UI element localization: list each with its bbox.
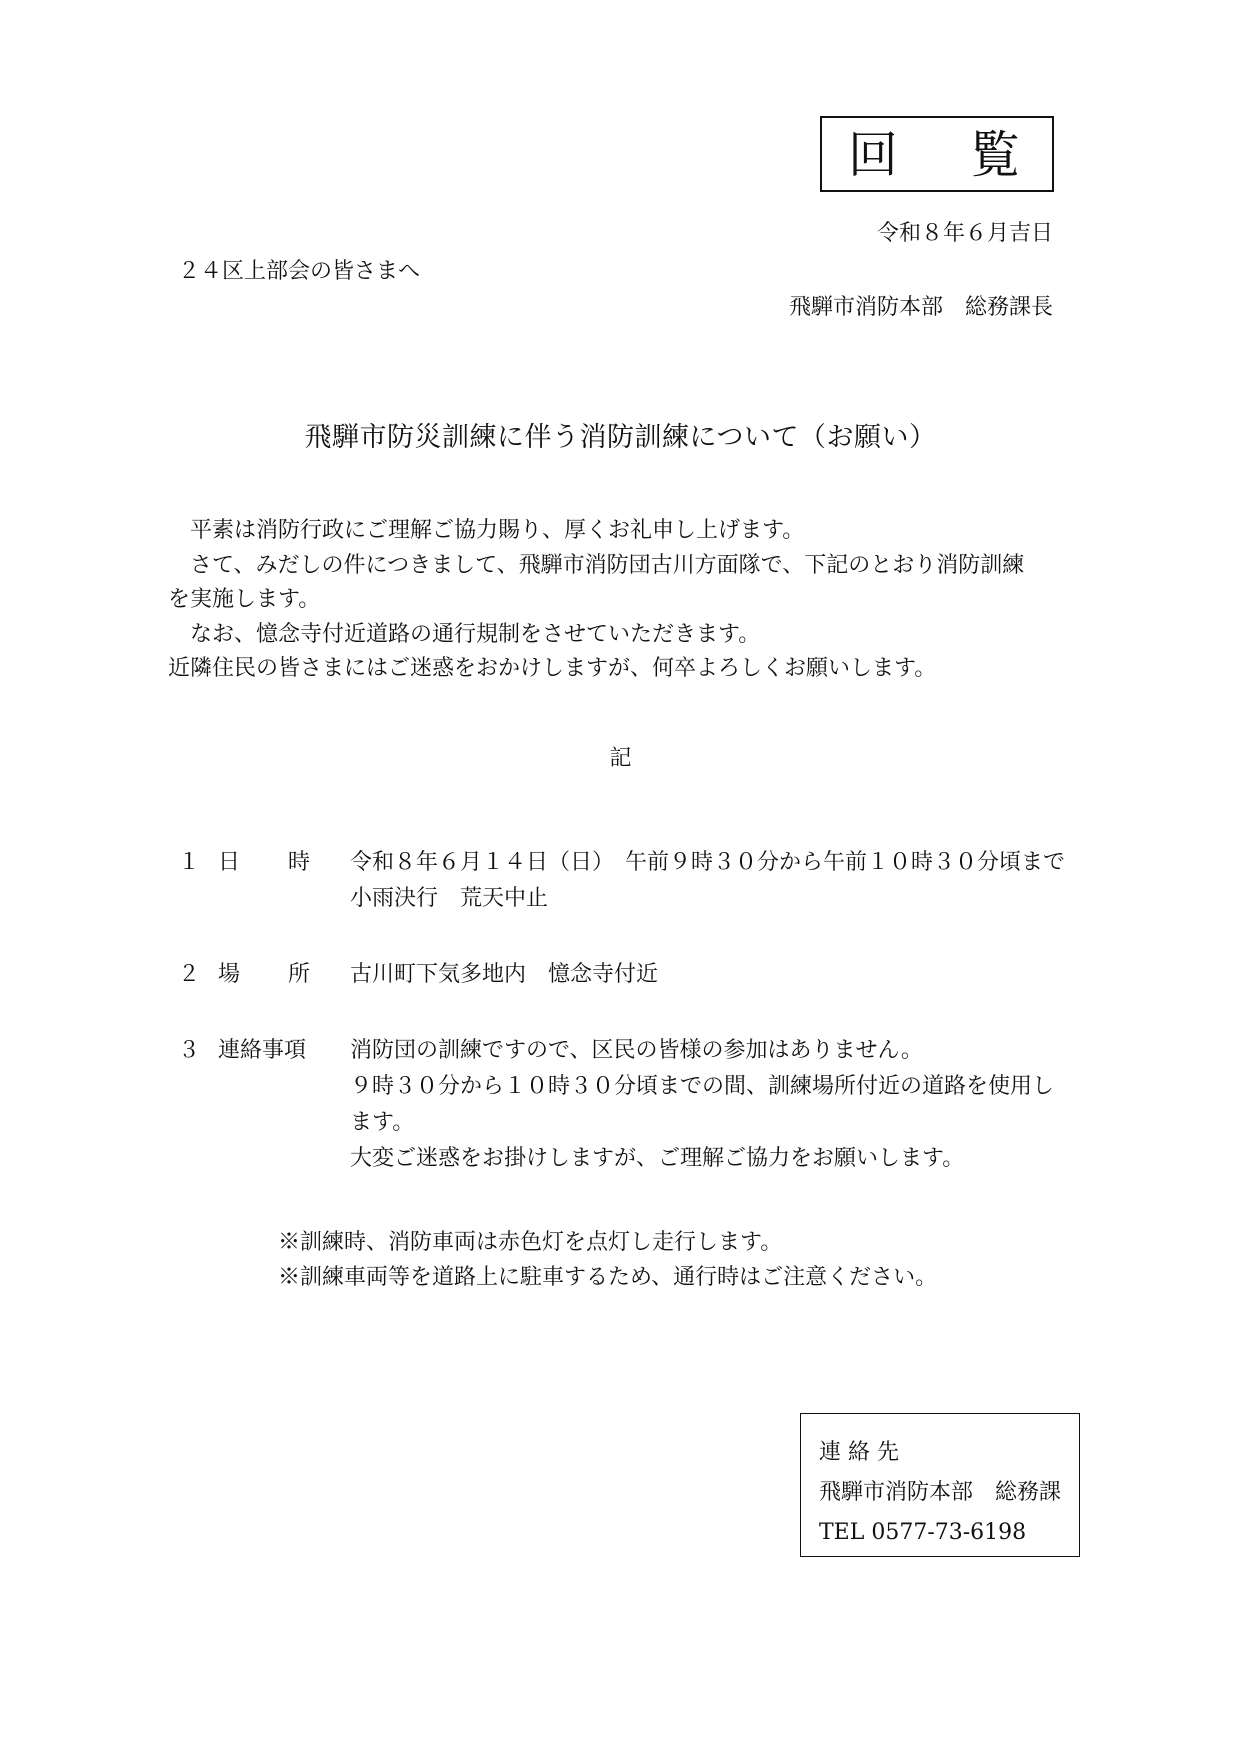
item-number: １ xyxy=(178,850,201,875)
item-label xyxy=(218,848,310,878)
contact-heading: 連 絡 先 xyxy=(819,1440,899,1465)
addressee: ２４区上部会の皆さまへ xyxy=(178,259,421,284)
item-label xyxy=(218,960,310,990)
ki-marker: 記 xyxy=(609,746,632,771)
body-line: 平素は消防行政にご理解ご協力賜り、厚くお礼申し上げます。 xyxy=(190,518,805,543)
body-line: を実施します。 xyxy=(168,587,321,613)
item-label: 連絡事項 xyxy=(218,1038,307,1063)
item-number: ２ xyxy=(178,962,201,987)
issue-date: 令和８年６月吉日 xyxy=(876,221,1053,246)
body-line: さて、みだしの件につきまして、飛騨市消防団古川方面隊で、下記のとおり消防訓練 xyxy=(190,552,1025,578)
item-label-char: 所 xyxy=(288,962,311,987)
circulation-stamp-box xyxy=(820,116,1054,192)
circulation-char-2: 覧 xyxy=(970,126,1020,184)
body-line: なお、憶念寺付近道路の通行規制をさせていただきます。 xyxy=(190,621,761,647)
item-line: ９時３０分から１０時３０分頃までの間、訓練場所付近の道路を使用し xyxy=(350,1074,1055,1099)
body-line: 近隣住民の皆さまにはご迷惑をおかけしますが、何卒よろしくお願いします。 xyxy=(168,656,937,682)
contact-department: 飛騨市消防本部 総務課 xyxy=(819,1480,1062,1505)
notes xyxy=(278,1225,937,1295)
contact-box xyxy=(800,1413,1080,1557)
item-line: 令和８年６月１４日（日） 午前９時３０分から午前１０時３０分頃まで xyxy=(350,850,1066,875)
item-line: 古川町下気多地内 憶念寺付近 xyxy=(350,962,659,987)
document-title: 飛騨市防災訓練に伴う消防訓練について（お願い） xyxy=(304,422,937,453)
note-line: ※訓練時、消防車両は赤色灯を点灯し走行します。 xyxy=(278,1230,783,1255)
contact-tel: TEL 0577-73-6198 xyxy=(819,1520,1027,1545)
item-line: 消防団の訓練ですので、区民の皆様の参加はありません。 xyxy=(350,1038,923,1063)
item-line: 小雨決行 荒天中止 xyxy=(350,886,549,911)
item-number: ３ xyxy=(178,1038,201,1063)
circulation-char-1: 回 xyxy=(848,126,898,184)
item-label-char: 日 xyxy=(218,850,241,875)
sender: 飛騨市消防本部 総務課長 xyxy=(788,295,1053,320)
note-line: ※訓練車両等を道路上に駐車するため、通行時はご注意ください。 xyxy=(278,1265,938,1290)
item-label-char: 時 xyxy=(288,850,311,875)
item-label-char: 場 xyxy=(218,962,241,987)
item-line: ます。 xyxy=(350,1110,415,1135)
item-line: 大変ご迷惑をお掛けしますが、ご理解ご協力をお願いします。 xyxy=(350,1146,965,1171)
body-paragraph xyxy=(168,514,1073,687)
